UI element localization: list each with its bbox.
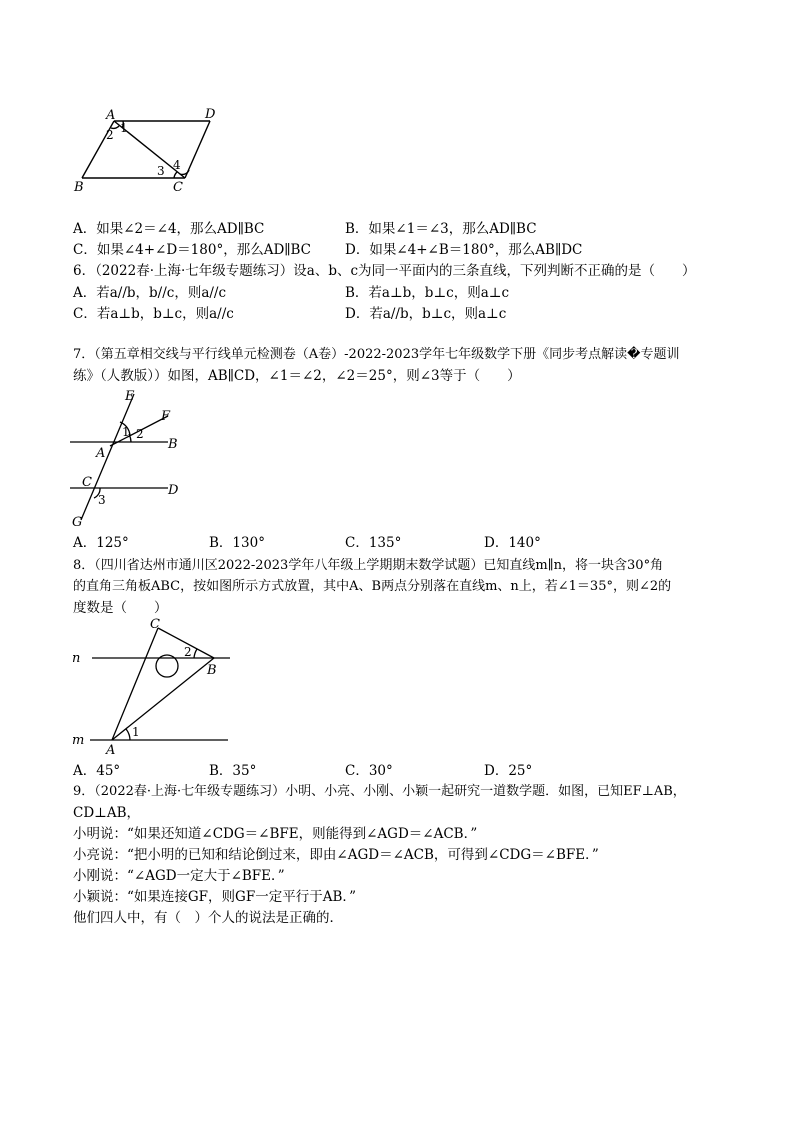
q8-option-a: A．45° xyxy=(73,763,121,779)
q9-stem-line1: 9．（2022春·上海·七年级专题练习）小明、小亮、小刚、小颖一起研究一道数学题．如图，已知EF⊥AB， xyxy=(73,784,686,799)
fig8-label-m: m xyxy=(72,733,85,748)
fig7-label-D: D xyxy=(168,483,179,498)
q7-stem-line1: 7．（第五章相交线与平行线单元检测卷（A卷）-2022-2023学年七年级数学下册《同步考点解读�专题训 xyxy=(73,347,680,362)
figure-q5-parallelogram xyxy=(70,104,230,196)
fig8-angle-2: 2 xyxy=(184,645,192,659)
q6-option-d: D．若a//b，b⊥c，则a⊥c xyxy=(345,306,507,322)
fig7-label-B: B xyxy=(168,437,178,452)
q8-option-d: D．25° xyxy=(484,763,533,779)
fig8-label-n: n xyxy=(72,651,81,666)
q8-stem-line3: 度数是（ ） xyxy=(73,600,168,616)
q9-statement-xiaoliang: 小亮说：“把小明的已知和结论倒过来，即由∠AGD＝∠ACB，可得到∠CDG＝∠BFE．” xyxy=(73,847,599,863)
fig5-angle-2: 2 xyxy=(106,128,114,142)
q9-statement-xiaoying: 小颖说：“如果连接GF，则GF一定平行于AB．” xyxy=(73,889,357,905)
q5-option-a: A．如果∠2＝∠4，那么AD∥BC xyxy=(73,221,265,237)
fig5-angle-3: 3 xyxy=(157,164,165,178)
q7-option-c: C．135° xyxy=(345,535,402,551)
fig5-angle-1: 1 xyxy=(120,121,128,135)
q9-statement-xiaoming: 小明说：“如果还知道∠CDG＝∠BFE，则能得到∠AGD＝∠ACB．” xyxy=(73,826,478,842)
q9-statement-xiaogang: 小刚说：“∠AGD一定大于∠BFE．” xyxy=(73,868,285,884)
fig5-label-D: D xyxy=(205,107,216,122)
fig7-label-A: A xyxy=(96,446,106,461)
fig8-label-C: C xyxy=(150,617,160,632)
q8-option-c: C．30° xyxy=(345,763,393,779)
q7-option-b: B．130° xyxy=(209,535,265,551)
fig7-angle-1: 1 xyxy=(122,425,130,439)
q8-option-b: B．35° xyxy=(209,763,257,779)
fig8-angle-1: 1 xyxy=(132,725,140,739)
q6-stem: 6．（2022春·上海·七年级专题练习）设a、b、c为同一平面内的三条直线，下列判断不正确的是（ ） xyxy=(73,263,696,279)
fig7-label-C: C xyxy=(82,475,92,490)
fig5-angle-4: 4 xyxy=(173,158,181,172)
q8-stem-line1: 8．（四川省达州市通川区2022-2023学年八年级上学期期末数学试题）已知直线m∥n，将一块含30°角 xyxy=(73,558,664,573)
q5-option-b: B．如果∠1＝∠3，那么AD∥BC xyxy=(345,221,537,237)
q6-option-c: C．若a⊥b，b⊥c，则a//c xyxy=(73,306,234,322)
figure-q8-triangle xyxy=(66,614,236,756)
fig5-label-A: A xyxy=(106,108,116,123)
fig8-label-A: A xyxy=(106,743,116,756)
fig7-angle-3: 3 xyxy=(98,493,106,507)
q7-option-d: D．140° xyxy=(484,535,541,551)
q7-option-a: A．125° xyxy=(73,535,129,551)
q5-option-d: D．如果∠4+∠B＝180°，那么AB∥DC xyxy=(345,242,583,258)
fig7-angle-2: 2 xyxy=(136,427,144,441)
q8-stem-line2: 的直角三角板ABC，按如图所示方式放置，其中A、B两点分别落在直线m、n上，若∠1＝35°，则∠2的 xyxy=(73,579,672,594)
fig8-label-B: B xyxy=(207,663,217,678)
q6-option-b: B．若a⊥b，b⊥c，则a⊥c xyxy=(345,285,510,301)
fig7-label-F: F xyxy=(161,409,171,424)
figure-q7-parallel-lines xyxy=(66,386,196,530)
q9-question: 他们四人中，有（ ）个人的说法是正确的． xyxy=(73,910,343,926)
q5-option-c: C．如果∠4+∠D＝180°，那么AD∥BC xyxy=(73,242,312,258)
q7-stem-line2: 练》（人教版））如图，AB∥CD，∠1＝∠2，∠2＝25°，则∠3等于（ ） xyxy=(73,368,521,384)
fig5-label-B: B xyxy=(74,180,84,195)
q6-option-a: A．若a//b，b//c，则a//c xyxy=(73,285,227,301)
fig7-label-G: G xyxy=(72,515,83,530)
fig5-label-C: C xyxy=(173,180,183,195)
q9-stem-line2: CD⊥AB， xyxy=(73,805,141,821)
fig7-label-E: E xyxy=(125,389,135,404)
